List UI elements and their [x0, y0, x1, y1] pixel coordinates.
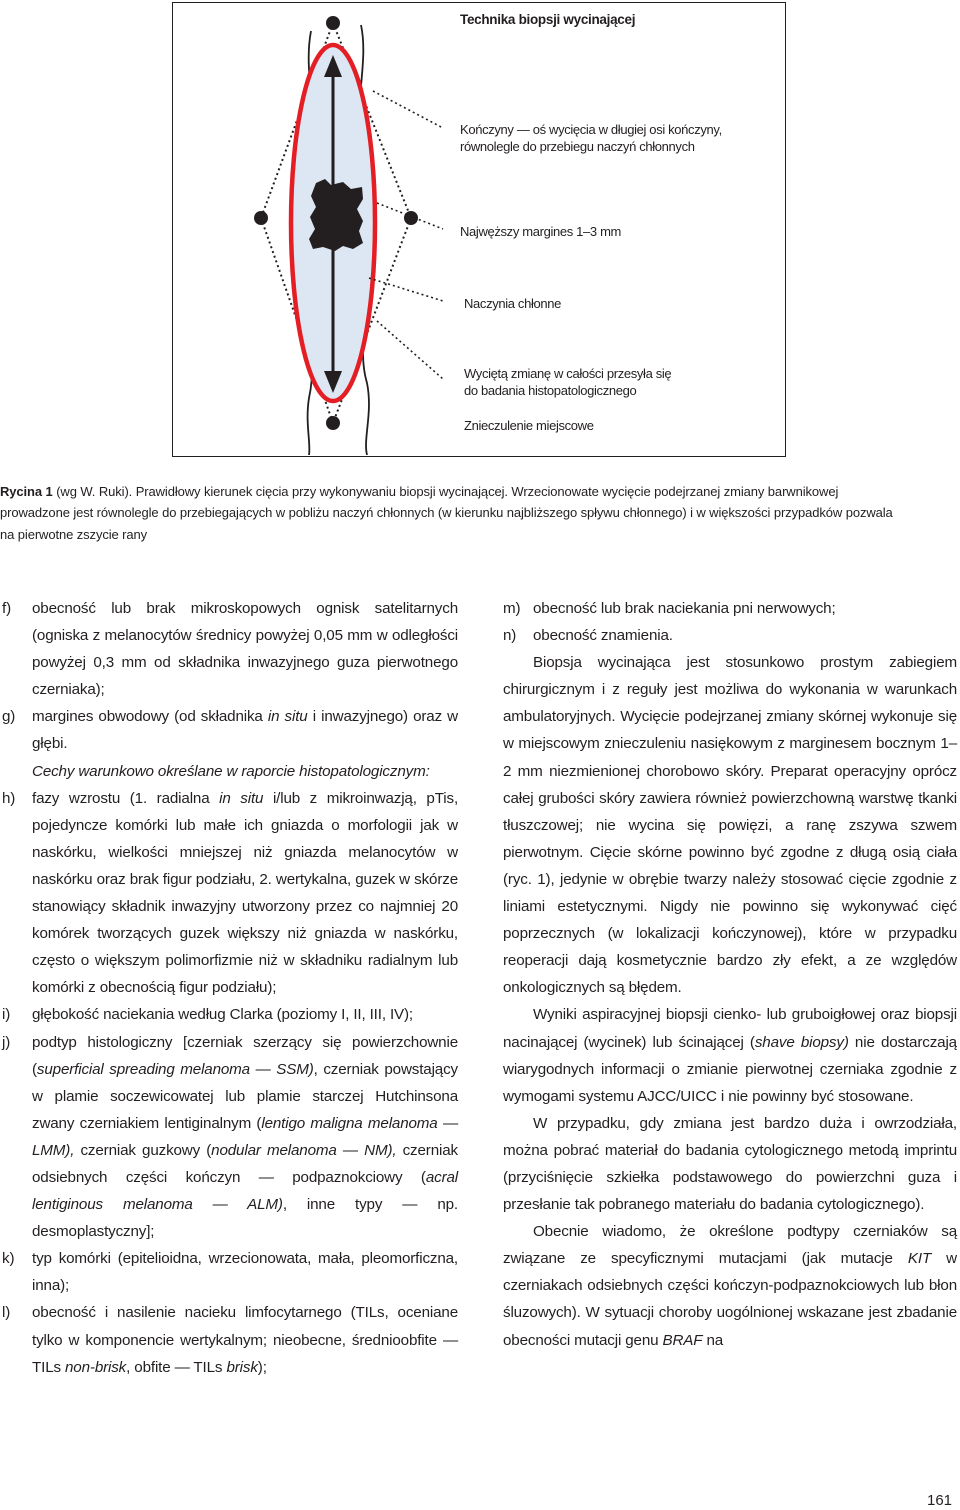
list-item-i	[2, 1001, 458, 1028]
list-item-m	[503, 595, 957, 622]
injection-point-right	[404, 211, 418, 225]
paragraph-aspiration-biopsy	[503, 1001, 957, 1109]
list-item-j	[2, 1029, 458, 1246]
marker-i: i)	[2, 1006, 11, 1024]
caption-text: (wg W. Ruki). Prawidłowy kierunek cięcia przy wykonywaniu biopsji wycinającej. Wrzecionowate wycięcie podejrzanej zmiany barwnikowej prowadzone jest równolegle do przebiegających w pobliżu naczyń chłonnych (w kierunku najbliższego spływu chłonnego) i w większości przypadków pozwala na pierwotne zszycie rany	[0, 484, 893, 542]
label-limbs-line2: równolegle do przebiegu naczyń chłonnych	[460, 139, 695, 154]
list-item-l	[2, 1299, 458, 1380]
paragraph-imprint-cytology: W przypadku, gdy zmiana jest bardzo duża i owrzodziała, można pobrać materiał do badania cytologicznego metodą imprintu (przyciśnięcie szkiełka podstawowego do powierzchni guza i przesłanie tak pobranego materiału do badania cytologicznego).	[503, 1114, 957, 1214]
item-j-text-6: nodular melanoma — NM),	[211, 1141, 397, 1159]
p2-text-b: shave biopsy)	[754, 1033, 849, 1051]
list-item-n	[503, 622, 957, 649]
item-g-text-c: i inwazyjnego) oraz w głębi.	[32, 708, 459, 753]
list-item-k	[2, 1245, 458, 1299]
page-number: 161	[927, 1492, 953, 1509]
injection-point-bottom	[326, 416, 340, 430]
label-excised-line2: do badania histopatologicznego	[464, 383, 637, 398]
caption-label: Rycina 1	[0, 484, 53, 499]
lesion-shape	[309, 179, 363, 251]
right-column	[503, 595, 957, 1354]
marker-j: j)	[2, 1033, 11, 1051]
item-l-text-e: );	[257, 1358, 267, 1376]
figure-title: Technika biopsji wycinającej	[460, 12, 636, 27]
item-j-text-1: podtyp histologiczny [czerniak szerzący się powierzchownie (	[32, 1033, 458, 1078]
item-l-text-c: , obfite — TILs	[126, 1358, 227, 1376]
marker-n: n)	[503, 627, 517, 645]
paragraph-mutations	[503, 1218, 957, 1353]
marker-k: k)	[2, 1250, 15, 1268]
p2-text-a: Wyniki aspiracyjnej biopsji cienko- lub gruboigłowej oraz biopsji nacinającej (wycinek) lub ścinającej (	[503, 1006, 957, 1051]
marker-h: h)	[2, 789, 16, 807]
item-j-text-7: czerniak odsiebnych części kończyn — podpaznokciowy (	[32, 1141, 458, 1186]
item-j-text-2: superficial spreading melanoma — SSM)	[36, 1060, 314, 1078]
marker-g: g)	[2, 708, 16, 726]
leader-excised	[377, 321, 443, 379]
item-k-text: typ komórki (epitelioidna, wrzecionowata, mała, pleomorficzna, inna);	[32, 1250, 458, 1295]
injection-point-left	[254, 211, 268, 225]
marker-l: l)	[2, 1304, 11, 1322]
item-j-text-5: czerniak guzkowy (	[74, 1141, 212, 1159]
label-margin: Najwęższy margines 1–3 mm	[460, 224, 622, 239]
figure-caption	[0, 481, 900, 545]
item-l-text-a: obecność i nasilenie nacieku limfocytarnego (TILs, oceniane tylko w komponencie wertykalnym; nieobecne, średnioobfite — TILs	[32, 1304, 458, 1376]
marker-m: m)	[503, 600, 521, 617]
list-item-g	[2, 703, 458, 757]
item-j-text-3: , czerniak powstający w plamie soczewicowatej lub plamie starczej Hutchinsona zwany czerniakiem lentiginalnym (	[32, 1060, 458, 1132]
p4-text-a: Obecnie wiadomo, że określone podtypy czerniaków są związane ze specyficznymi mutacjami (jak mutacje	[503, 1223, 957, 1268]
features-heading: Cechy warunkowo określane w raporcie histopatologicznym:	[32, 762, 430, 780]
label-vessels: Naczynia chłonne	[464, 296, 562, 311]
p4-text-b: KIT	[907, 1250, 932, 1268]
item-h-text-c: i/lub z mikroinwazją, pTis, pojedyncze komórki lub małe ich gniazda o morfologii jak w naskórku, wielkości mniejszej niż gniazda melanocytów w naskórku oraz brak figur podziału, 2. wertykalna, guzek w skórze stanowiący składnik inwazyjny utworzony przez co najmniej 20 komórek tworzących guzek większy niż gniazda w naskórku, często o większym polimorfizmie niż w składniku radialnym lub komórki z obecnością figur podziału);	[32, 789, 459, 997]
p4-text-e: na	[702, 1331, 724, 1349]
item-j-text-9: , inne typy — np. desmoplastyczny];	[32, 1196, 458, 1241]
list-item-h	[2, 785, 458, 1002]
item-f-text: obecność lub brak mikroskopowych ognisk satelitarnych (ogniska z melanocytów średnicy powyżej 0,05 mm w odległości powyżej 0,3 mm od składnika inwazyjnego guza pierwotnego czerniaka);	[32, 600, 458, 699]
item-g-text-b: in situ	[267, 708, 308, 726]
label-anesthesia: Znieczulenie miejscowe	[464, 418, 594, 433]
item-m-text: obecność lub brak naciekania pni nerwowych;	[533, 600, 836, 617]
label-excised	[464, 365, 671, 399]
item-j-text-8: acral lentiginous melanoma — ALM)	[32, 1168, 458, 1214]
paragraph-excisional-biopsy: Biopsja wycinająca jest stosunkowo prostym zabiegiem chirurgicznym i z reguły jest możliwa do wykonania w warunkach ambulatoryjnych. Wycięcie podejrzanej zmiany skórnej wykonuje się w miejscowym znieczuleniu nasiękowym z marginesem bocznym 1–2 mm niezmienionej chorobowo skóry. Preparat operacyjny oprócz całej grubości skóry zawiera również powierzchowną warstwę tkanki tłuszczowej; nie wycina się powięzi, a ranę zszywa szwem pierwotnym. Cięcie skórne powinno być zgodne z długą osią ciała (ryc. 1), jedynie w obrębie twarzy należy stosować cięcie zgodnie z liniami estetycznymi. Nigdy nie powinno się wykonywać cięć poprzecznych (w lokalizacji kończynowej), które w przypadku reoperacji dają kosmetycznie bardzo zły efekt, a ze względów onkologicznych są błędem.	[503, 654, 957, 997]
left-column	[2, 595, 458, 1381]
marker-f: f)	[2, 600, 11, 617]
injection-point-top	[326, 16, 340, 30]
list-item-f	[2, 595, 458, 703]
item-g-text-a: margines obwodowy (od składnika	[32, 708, 268, 726]
label-limbs-line1: Kończyny — oś wycięcia w długiej osi kończyny,	[460, 122, 722, 137]
item-i-text: głębokość naciekania według Clarka (poziomy I, II, III, IV);	[32, 1006, 413, 1024]
p4-text-c: w czerniakach odsiebnych części kończyn-podpaznokciowych lub błon śluzowych). W sytuacji choroby uogólnionej wskazane jest zbadanie obecności mutacji genu	[503, 1250, 957, 1349]
item-h-text-a: fazy wzrostu (1. radialna	[32, 789, 220, 807]
figure-box	[172, 2, 786, 457]
item-n-text: obecność znamienia.	[533, 627, 673, 645]
p2-text-c: nie dostarczają wiarygodnych informacji o zmianie pierwotnej czerniaka zgodnie z wymogami systemu AJCC/UICC i nie powinny być stosowane.	[503, 1033, 957, 1105]
leader-limbs	[373, 91, 443, 128]
item-l-text-b: non-brisk	[65, 1358, 127, 1376]
label-limbs	[460, 121, 722, 155]
item-j-text-4: lentigo maligna melanoma — LMM),	[32, 1114, 458, 1159]
item-h-text-b: in situ	[219, 789, 264, 807]
label-excised-line1: Wyciętą zmianę w całości przesyła się	[464, 366, 672, 381]
p4-text-d: BRAF	[662, 1331, 703, 1349]
item-l-text-d: brisk	[226, 1358, 258, 1376]
